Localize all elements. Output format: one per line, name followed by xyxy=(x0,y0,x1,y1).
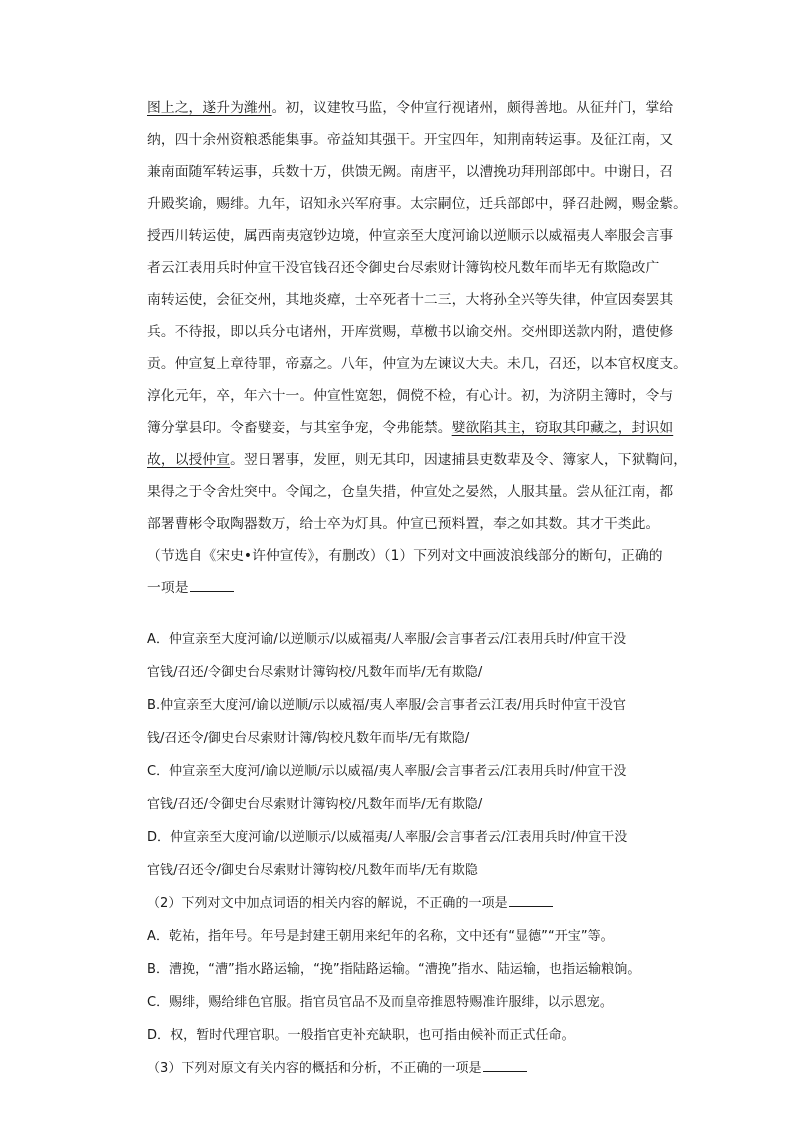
passage-line: 簿分掌县印。令畜嬖妾，与其室争宠，令弗能禁。嬖欲陷其主，窃取其印藏之，封识如 xyxy=(147,420,674,436)
q1-option-d: D．仲宣亲至大度河谕/以逆顺示/以威福夷/人率服/会言事者云/江表用兵时/仲宣干没 xyxy=(147,830,628,845)
underlined-sentence: 图上之，遂升为潍州 xyxy=(147,100,272,116)
q2-option-d: D．权，暂时代理官职。一般指官吏补充缺职，也可指由候补而正式任命。 xyxy=(147,1028,575,1043)
underlined-sentence: 故，以授仲宣 xyxy=(147,452,231,468)
q1-option-b-cont: 钱/召还令/御史台尽索财计簿/钩校凡数年而毕/无有欺隐/ xyxy=(147,731,470,746)
passage-line: 淳化元年，卒，年六十一。仲宣性宽恕，倜傥不检，有心计。初，为济阴主簿时，令与 xyxy=(147,388,674,404)
passage-line: 南转运使，会征交州，其地炎瘴，士卒死者十二三，大将孙全兴等失律，仲宣因奏罢其 xyxy=(147,292,674,308)
question-3-stem: （3）下列对原文有关内容的概括和分析，不正确的一项是 xyxy=(147,1059,527,1079)
q1-option-d-cont: 官钱/召还令/御史台尽索财计簿钩校/凡数年而毕/无有欺隐 xyxy=(147,863,478,878)
passage-line: 部署曹彬令取陶器数万，给士卒为灯具。仲宣已预料置，奉之如其数。其才干类此。 xyxy=(147,516,660,532)
q2-option-b: B．漕挽，“漕”指水路运输，“挽”指陆路运输。“漕挽”指水、陆运输，也指运输粮饷。 xyxy=(147,962,641,977)
answer-blank[interactable] xyxy=(509,894,553,907)
q2-option-c: C．赐绯，赐给绯色官服。指官员官品不及而皇帝推恩特赐准许服绯，以示恩宠。 xyxy=(147,995,613,1010)
passage-line: 果得之于令舍灶突中。令闻之，仓皇失措，仲宣处之晏然，人服其量。尝从征江南，都 xyxy=(147,484,674,500)
passage-line: 兵。不待报，即以兵分屯诸州，开库赏赐，草檄书以谕交州。交州即送款内附，遣使修 xyxy=(147,324,674,340)
q1-option-c-cont: 官钱/召还/令御史台尽索财计簿钩校/凡数年而毕/无有欺隐/ xyxy=(147,797,483,812)
answer-blank[interactable] xyxy=(483,1059,527,1072)
passage-line: 贡。仲宣复上章待罪，帝嘉之。八年，仲宣为左谏议大夫。未几，召还，以本官权度支。 xyxy=(147,356,688,372)
q2-option-a: A．乾祐，指年号。年号是封建王朝用来纪年的名称，文中还有“显德”“开宝”等。 xyxy=(147,929,614,944)
passage-line: 纳，四十余州资粮悉能集事。帝益知其强干。开宝四年，知荆南转运事。及征江南，又 xyxy=(147,132,674,148)
passage-line: 授西川转运使，属西南夷寇钞边境，仲宣亲至大度河谕以逆顺示以威福夷人率服会言事 xyxy=(147,228,674,244)
source-note: （节选自《宋史•许仲宣传》，有删改）（1）下列对文中画波浪线部分的断句，正确的 xyxy=(147,548,663,564)
passage-line: 图上之，遂升为潍州。初，议建牧马监，令仲宣行视诸州，颇得善地。从征幷门，掌给 xyxy=(147,100,674,116)
passage-line: 升殿奖谕，赐绯。九年，诏知永兴军府事。太宗嗣位，迁兵部郎中，驿召赴阙，赐金紫。 xyxy=(147,196,688,212)
q1-option-b: B.仲宣亲至大度河/谕以逆顺/示以威福/夷人率服/会言事者云江表/用兵时仲宣干没官 xyxy=(147,698,627,713)
q1-option-a-cont: 官钱/召还/令御史台尽索财计簿钩校/凡数年而毕/无有欺隐/ xyxy=(147,665,483,680)
underlined-sentence: 嬖欲陷其主，窃取其印藏之，封识如 xyxy=(451,420,674,436)
passage-line: 者云江表用兵时仲宣干没官钱召还令御史台尽索财计簿钩校凡数年而毕无有欺隐改广 xyxy=(147,260,660,276)
q1-option-a: A．仲宣亲至大度河谕/以逆顺示/以威福夷/人率服/会言事者云/江表用兵时/仲宣干没 xyxy=(147,632,627,647)
question-2-stem: （2）下列对文中加点词语的相关内容的解说，不正确的一项是 xyxy=(147,894,553,914)
answer-blank[interactable] xyxy=(190,579,234,592)
passage-line: 故，以授仲宣。翌日署事，发匣，则无其印，因逮捕县吏数辈及令、簿家人，下狱鞫问， xyxy=(147,452,688,468)
question-1-stem-end: 一项是 xyxy=(147,578,234,598)
passage-line: 兼南面随军转运事，兵数十万，供馈无阙。南唐平，以漕挽功拜刑部郎中。中谢日，召 xyxy=(147,164,674,180)
q1-option-c: C．仲宣亲至大度河/谕以逆顺/示以威福/夷人率服/会言事者云/江表用兵时/仲宣干没 xyxy=(147,764,627,779)
